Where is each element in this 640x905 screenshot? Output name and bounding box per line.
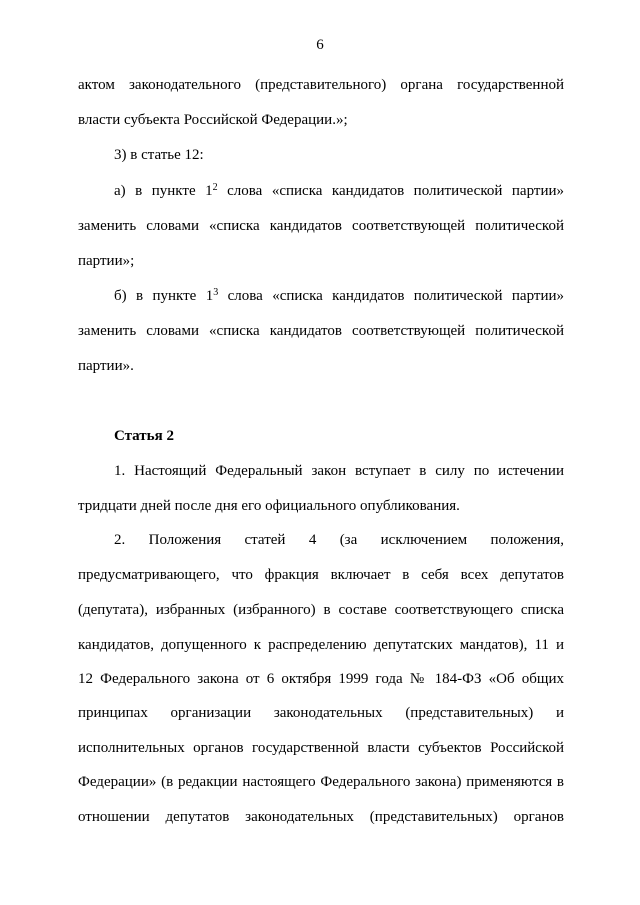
subitem-a-line: а) в пункте $1^2$ слова «списка кандидатов политической партии»: [114, 182, 565, 199]
text-line: партии».: [78, 358, 134, 374]
text-line: актом законодательного (представительного) органа государственной: [78, 77, 564, 93]
text-line: власти субъекта Российской Федерации.»;: [78, 112, 348, 128]
text-line: 12 Федерального закона от 6 октября 1999 года № 184-ФЗ «Об общих: [78, 671, 564, 687]
text-line: предусматривающего, что фракция включает в себя всех депутатов: [78, 567, 564, 583]
superscript: 3: [213, 287, 219, 298]
text-line: 1. Настоящий Федеральный закон вступает в силу по истечении: [114, 463, 564, 479]
item-3-heading: 3) в статье 12:: [114, 147, 204, 163]
article-2-heading: Статья 2: [114, 428, 174, 444]
text-line: отношении депутатов законодательных (представительных) органов: [78, 809, 564, 825]
text-line: (депутата), избранных (избранного) в составе соответствующего списка: [78, 602, 564, 618]
text-line: кандидатов, допущенного к распределению депутатских мандатов), 11 и: [78, 637, 564, 653]
text-line: исполнительных органов государственной власти субъектов Российской: [78, 740, 564, 756]
text-line: принципах организации законодательных (представительных) и: [78, 705, 564, 721]
superscript: 2: [212, 182, 218, 193]
text-line: Федерации» (в редакции настоящего Федерального закона) применяются в: [78, 774, 564, 790]
text-line: заменить словами «списка кандидатов соответствующей политической: [78, 323, 564, 339]
text-line: 2. Положения статей 4 (за исключением положения,: [114, 532, 564, 548]
page-number: 6: [316, 37, 324, 53]
text-line: партии»;: [78, 253, 135, 269]
subitem-b-line: б) в пункте $1^3$ слова «списка кандидатов политической партии»: [114, 287, 564, 304]
text-line: тридцати дней после дня его официального опубликования.: [78, 498, 460, 514]
text-line: заменить словами «списка кандидатов соответствующей политической: [78, 218, 564, 234]
